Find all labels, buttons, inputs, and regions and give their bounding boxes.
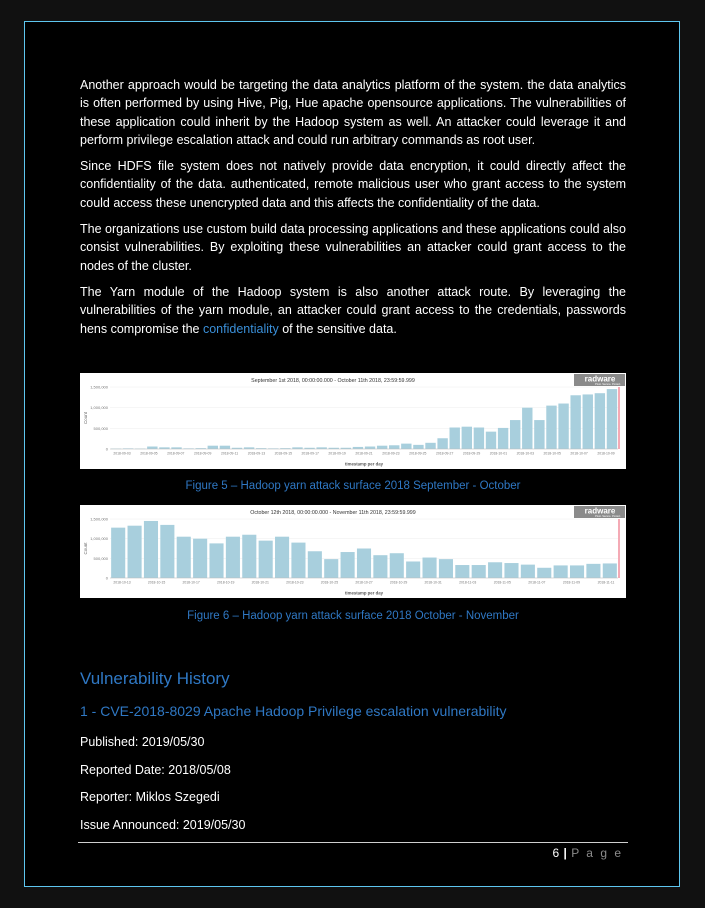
figure-5-caption: Figure 5 – Hadoop yarn attack surface 2018 September - October (185, 480, 521, 492)
y-tick-label: 500,000 (93, 425, 108, 431)
y-tick-label: 0 (105, 446, 108, 452)
chart-bar (488, 562, 502, 578)
chart-bar (226, 537, 240, 578)
x-tick-label: 2018-11-03 (459, 580, 477, 585)
x-tick-label: 2018-09-13 (247, 451, 266, 456)
brand-tagline: Pivot. Secure. Protect. (595, 383, 621, 386)
footer-separator: | (563, 846, 568, 860)
x-tick-label: 2018-09-29 (462, 451, 481, 456)
chart-october-november (80, 505, 626, 598)
chart-bar (521, 565, 535, 578)
x-tick-label: 2018-09-11 (221, 451, 239, 456)
chart-bar (537, 568, 551, 578)
chart-bar (586, 564, 600, 578)
chart-bar (450, 428, 460, 449)
x-tick-label: 2018-10-19 (217, 580, 235, 585)
x-tick-label: 2018-09-15 (274, 451, 293, 456)
page-footer (552, 846, 623, 860)
confidentiality-link[interactable]: confidentiality (202, 321, 279, 336)
chart-bar (341, 552, 355, 578)
x-tick-label: 2018-11-05 (493, 580, 511, 585)
chart-bar (324, 559, 338, 578)
chart-bar (558, 404, 568, 449)
chart-bar (472, 565, 486, 578)
chart-bar (595, 393, 605, 449)
chart-bar (510, 420, 520, 449)
chart-bar (546, 406, 556, 449)
chart-bar (365, 447, 375, 449)
y-tick-label: 500,000 (93, 555, 108, 561)
x-tick-label: 2018-09-05 (140, 451, 158, 456)
x-tick-label: 2018-09-17 (301, 451, 319, 456)
x-tick-label: 2018-09-07 (167, 451, 185, 456)
chart-bar (377, 446, 387, 449)
chart-bar (437, 438, 447, 449)
chart-bar (160, 525, 174, 578)
x-tick-label: 2018-09-09 (193, 451, 212, 456)
x-tick-label: 2018-11-07 (528, 580, 546, 585)
chart-bar (275, 537, 289, 578)
chart-bar (128, 526, 142, 578)
y-tick-label: 0 (105, 575, 108, 581)
chart-bar (357, 549, 371, 579)
reporter: Reporter: Miklos Szegedi (80, 790, 220, 804)
chart-bar (603, 563, 617, 578)
x-tick-label: 2018-11-11 (597, 580, 615, 585)
chart-bar (570, 565, 584, 578)
chart-bar (208, 446, 218, 449)
x-tick-label: 2018-10-15 (147, 580, 166, 585)
chart-bar (308, 551, 322, 578)
x-tick-label: 2018-10-23 (286, 580, 304, 585)
chart-bar (607, 389, 617, 449)
chart-title: September 1st 2018, 00:00:00.000 - October 11th 2018, 23:59:59.999 (251, 378, 415, 384)
chart-bar (220, 446, 230, 449)
chart-bar (177, 537, 191, 578)
chart-bar (353, 447, 363, 449)
chart-bar (147, 447, 157, 449)
chart-bar (522, 408, 532, 449)
y-tick-label: 1,000,000 (90, 405, 108, 411)
chart-title: October 12th 2018, 00:00:00.000 - November 11th 2018, 23:59:59.999 (250, 510, 416, 516)
chart-bar (583, 394, 593, 449)
x-axis-label: timestamp per day (345, 590, 383, 596)
figure-5-chart (80, 373, 626, 469)
chart-bar (439, 559, 453, 578)
x-tick-label: 2018-10-13 (113, 580, 131, 585)
chart-bar (486, 432, 496, 449)
x-tick-label: 2018-10-09 (597, 451, 615, 456)
chart-bar (462, 427, 472, 449)
chart-bar (474, 428, 484, 449)
page-number: 6 (552, 846, 560, 860)
chart-bar (193, 539, 207, 578)
x-tick-label: 2018-09-03 (113, 451, 131, 456)
y-axis-label: Count (83, 411, 88, 425)
figure-6-chart (80, 505, 626, 598)
chart-bar (401, 444, 411, 449)
chart-bar (291, 543, 305, 578)
chart-bar (498, 428, 508, 449)
x-tick-label: 2018-11-09 (562, 580, 580, 585)
x-tick-label: 2018-09-21 (355, 451, 373, 456)
chart-bar (554, 565, 568, 578)
chart-bar (389, 445, 399, 449)
brand-logo: radware (584, 374, 616, 384)
x-tick-label: 2018-09-27 (435, 451, 454, 456)
chart-bar (406, 561, 420, 578)
x-tick-label: 2018-09-25 (409, 451, 427, 456)
reported-date: Reported Date: 2018/05/08 (80, 763, 231, 777)
brand-tagline: Pivot. Secure. Protect. (595, 515, 621, 518)
chart-bar (455, 565, 469, 578)
chart-bar (390, 553, 404, 578)
x-tick-label: 2018-09-23 (382, 451, 400, 456)
y-tick-label: 1,500,000 (90, 384, 108, 390)
chart-bar (570, 395, 580, 449)
paragraph-1: Another approach would be targeting the data analytics platform of the system. the data analytics is often performed by using Hive, Pig, Hue apache opensource applications. The vulnerabilities of these application could inherit by the Hadoop system as well. An attacker could leverage it and perform privilege escalation attack and could run arbitrary commands as root user. (80, 78, 626, 147)
footer-rule (78, 842, 628, 843)
x-tick-label: 2018-10-27 (355, 580, 373, 585)
paragraph-4-text-after: of the sensitive data. (278, 321, 397, 336)
x-tick-label: 2018-10-01 (489, 451, 508, 456)
y-tick-label: 1,500,000 (90, 516, 108, 522)
y-axis-label: Count (83, 542, 88, 555)
chart-bar (209, 543, 223, 578)
brand-logo: radware (584, 506, 616, 516)
x-tick-label: 2018-10-03 (516, 451, 535, 456)
figure-6-caption: Figure 6 – Hadoop yarn attack surface 2018 October - November (187, 610, 519, 622)
paragraph-3: The organizations use custom build data processing applications and these applications could also consist vulnerabilities. By exploiting these vulnerabilities an attacker could grant access to the nodes of the cluster. (80, 222, 626, 273)
paragraph-2: Since HDFS file system does not natively provide data encryption, it could directly affect the confidentiality of the data. authenticated, remote malicious user who grant access to the system could access these unencrypted data and this affects the confidentiality of the data. (80, 159, 626, 210)
x-tick-label: 2018-09-19 (328, 451, 346, 456)
x-tick-label: 2018-10-05 (543, 451, 561, 456)
x-tick-label: 2018-10-07 (570, 451, 588, 456)
chart-bar (111, 528, 125, 578)
x-tick-label: 2018-10-29 (389, 580, 408, 585)
section-heading: Vulnerability History (80, 669, 230, 688)
body-text (80, 76, 626, 346)
y-tick-label: 1,000,000 (90, 536, 108, 542)
chart-bar (373, 555, 387, 578)
x-tick-label: 2018-10-17 (182, 580, 200, 585)
chart-bar (423, 558, 437, 578)
chart-bar (144, 521, 158, 578)
x-axis-label: timestamp per day (345, 461, 383, 467)
published-date: Published: 2019/05/30 (80, 735, 205, 749)
x-tick-label: 2018-10-25 (320, 580, 339, 585)
paragraph-4-text-before: The Yarn module of the Hadoop system is also another attack route. By leveraging the vulnerabilities of the yarn module, an attacker could grant access to the credentials, passwords hens compromise the (80, 284, 626, 336)
x-tick-label: 2018-10-21 (251, 580, 269, 585)
chart-bar (425, 443, 435, 449)
chart-bar (259, 541, 273, 578)
chart-bar (534, 420, 544, 449)
chart-bar (413, 445, 423, 449)
chart-september-october (80, 373, 626, 469)
page-label: P a g e (571, 846, 623, 860)
section-subheading: 1 - CVE-2018-8029 Apache Hadoop Privilege escalation vulnerability (80, 703, 507, 719)
issue-announced: Issue Announced: 2019/05/30 (80, 818, 246, 832)
chart-bar (504, 563, 518, 578)
chart-bar (242, 535, 256, 578)
x-tick-label: 2018-10-31 (424, 580, 442, 585)
paragraph-4 (80, 283, 626, 338)
